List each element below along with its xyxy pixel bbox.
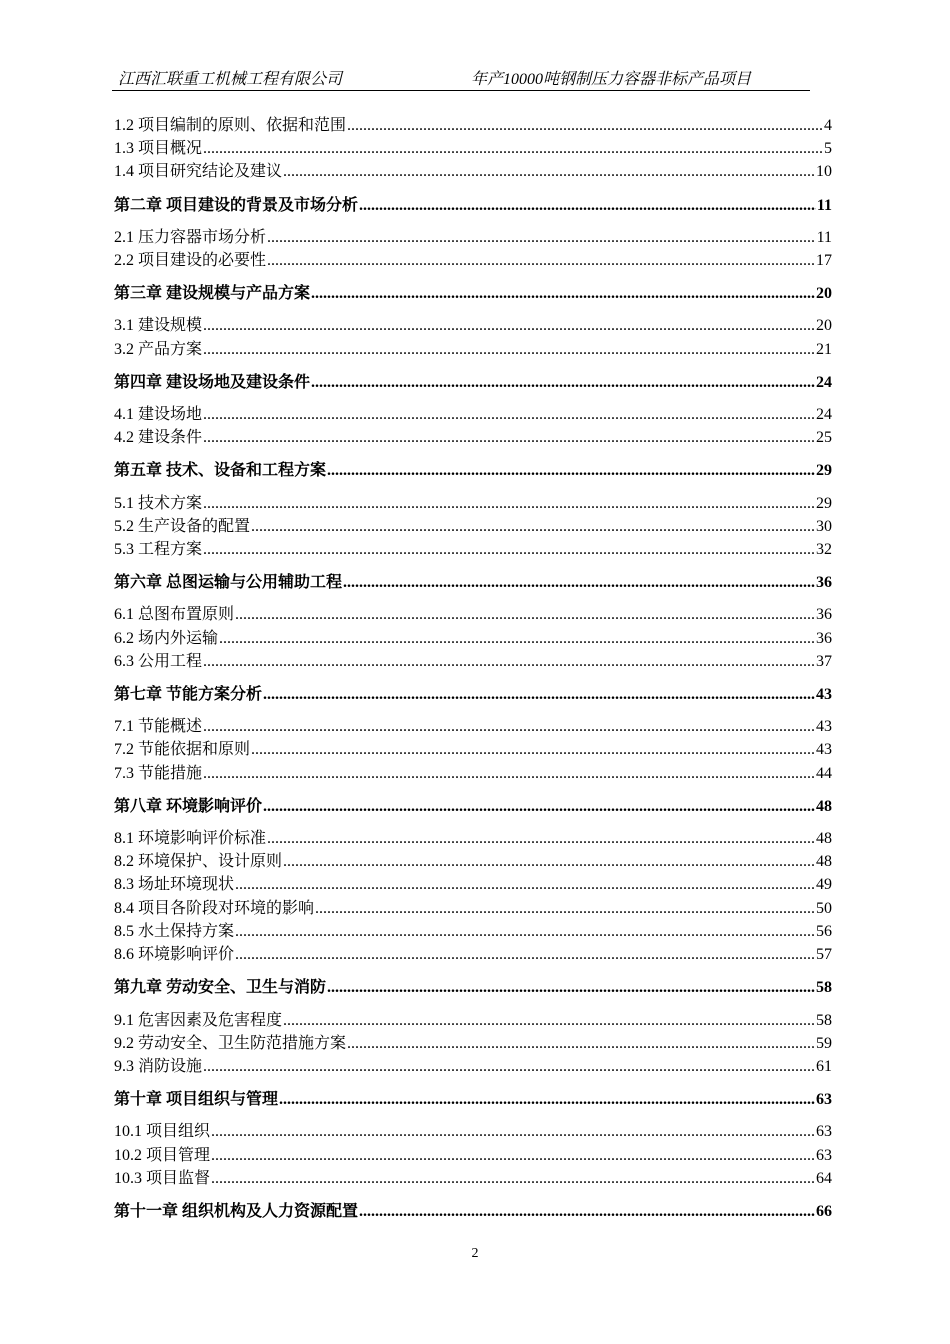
toc-dot-leader — [235, 943, 815, 966]
toc-dot-leader — [211, 1167, 815, 1190]
toc-entry-title: 4.1 建设场地 — [114, 406, 203, 424]
toc-chapter-entry[interactable] — [114, 571, 832, 594]
toc-section-entry[interactable] — [114, 314, 832, 337]
toc-entry-title: 6.3 公用工程 — [114, 652, 203, 670]
toc-entry-page: 58 — [816, 979, 832, 997]
toc-entry-page: 11 — [816, 196, 832, 214]
toc-entry-title: 第二章 项目建设的背景及市场分析 — [114, 196, 359, 214]
toc-entry-page: 4 — [824, 117, 832, 134]
toc-entry-title: 8.2 环境保护、设计原则 — [114, 853, 283, 871]
toc-entry-page: 17 — [816, 252, 832, 270]
toc-dot-leader — [327, 976, 815, 999]
toc-entry-title: 8.4 项目各阶段对环境的影响 — [114, 899, 315, 917]
toc-entry-title: 第十一章 组织机构及人力资源配置 — [114, 1202, 359, 1220]
toc-section-entry[interactable] — [114, 538, 832, 561]
toc-dot-leader — [327, 459, 815, 482]
toc-entry-page: 24 — [816, 373, 832, 391]
toc-entry-page: 29 — [816, 462, 832, 480]
toc-entry-page: 50 — [816, 899, 832, 917]
toc-entry-page: 10 — [816, 163, 832, 181]
toc-chapter-entry[interactable] — [114, 976, 832, 999]
toc-dot-leader — [203, 762, 815, 785]
toc-entry-title: 6.1 总图布置原则 — [114, 606, 235, 624]
toc-entry-page: 44 — [816, 764, 832, 782]
toc-entry-page: 63 — [816, 1146, 832, 1164]
toc-dot-leader — [203, 650, 815, 673]
toc-dot-leader — [263, 683, 815, 706]
toc-dot-leader — [267, 226, 816, 249]
toc-dot-leader — [235, 920, 815, 943]
toc-entry-page: 29 — [816, 494, 832, 512]
toc-entry-page: 43 — [816, 718, 832, 736]
toc-dot-leader — [203, 715, 815, 738]
toc-dot-leader — [315, 897, 815, 920]
toc-section-entry[interactable] — [114, 920, 832, 943]
toc-entry-title: 7.3 节能措施 — [114, 764, 203, 782]
toc-section-entry[interactable] — [114, 1144, 832, 1167]
toc-entry-title: 5.1 技术方案 — [114, 494, 203, 512]
toc-dot-leader — [203, 137, 823, 160]
toc-entry-page: 21 — [816, 340, 832, 358]
toc-entry-page: 64 — [816, 1169, 832, 1187]
toc-dot-leader — [235, 873, 815, 896]
toc-dot-leader — [251, 738, 815, 761]
toc-section-entry[interactable] — [114, 738, 832, 761]
toc-entry-title: 9.3 消防设施 — [114, 1057, 203, 1075]
toc-entry-title: 第四章 建设场地及建设条件 — [114, 373, 311, 391]
toc-entry-title: 7.2 节能依据和原则 — [114, 741, 251, 759]
toc-dot-leader — [267, 249, 815, 272]
toc-dot-leader — [283, 1009, 815, 1032]
toc-entry-title: 4.2 建设条件 — [114, 429, 203, 447]
toc-section-entry[interactable] — [114, 762, 832, 785]
table-of-contents — [114, 114, 832, 1232]
header-project: 年产10000吨钢制压力容器非标产品项目 — [471, 71, 752, 88]
toc-entry-title: 9.1 危害因素及危害程度 — [114, 1011, 283, 1029]
toc-chapter-entry[interactable] — [114, 683, 832, 706]
toc-dot-leader — [359, 1200, 815, 1223]
toc-dot-leader — [343, 571, 815, 594]
page-header — [112, 64, 810, 91]
toc-section-entry[interactable] — [114, 338, 832, 361]
toc-section-entry[interactable] — [114, 897, 832, 920]
toc-entry-page: 66 — [816, 1202, 832, 1220]
toc-dot-leader — [359, 194, 816, 217]
toc-entry-page: 36 — [816, 574, 832, 592]
toc-dot-leader — [211, 1144, 815, 1167]
toc-dot-leader — [235, 603, 815, 626]
toc-section-entry[interactable] — [114, 627, 832, 650]
toc-chapter-entry[interactable] — [114, 1088, 832, 1111]
toc-section-entry[interactable] — [114, 827, 832, 850]
toc-entry-page: 36 — [816, 606, 832, 624]
toc-entry-page: 57 — [816, 946, 832, 964]
toc-entry-title: 第十章 项目组织与管理 — [114, 1091, 279, 1109]
toc-dot-leader — [263, 795, 815, 818]
toc-entry-page: 48 — [816, 830, 832, 848]
toc-chapter-entry[interactable] — [114, 194, 832, 217]
toc-section-entry[interactable] — [114, 1032, 832, 1055]
toc-entry-page: 63 — [816, 1091, 832, 1109]
toc-dot-leader — [311, 282, 815, 305]
toc-entry-title: 1.3 项目概况 — [114, 140, 203, 158]
toc-entry-page: 43 — [816, 686, 832, 704]
page-number: 2 — [471, 1246, 479, 1261]
toc-section-entry[interactable] — [114, 1055, 832, 1078]
toc-dot-leader — [311, 371, 815, 394]
toc-section-entry[interactable] — [114, 114, 832, 137]
toc-entry-title: 第六章 总图运输与公用辅助工程 — [114, 574, 343, 592]
toc-dot-leader — [203, 314, 815, 337]
toc-entry-page: 63 — [816, 1123, 832, 1141]
toc-entry-page: 37 — [816, 652, 832, 670]
toc-section-entry[interactable] — [114, 850, 832, 873]
toc-section-entry[interactable] — [114, 137, 832, 160]
toc-entry-page: 20 — [816, 285, 832, 303]
toc-section-entry[interactable] — [114, 226, 832, 249]
toc-dot-leader — [283, 160, 815, 183]
toc-entry-title: 5.3 工程方案 — [114, 541, 203, 559]
toc-entry-title: 1.4 项目研究结论及建议 — [114, 163, 283, 181]
toc-section-entry[interactable] — [114, 715, 832, 738]
toc-entry-title: 2.1 压力容器市场分析 — [114, 228, 267, 246]
toc-section-entry[interactable] — [114, 1120, 832, 1143]
toc-entry-title: 1.2 项目编制的原则、依据和范围 — [114, 117, 347, 134]
toc-entry-title: 8.6 环境影响评价 — [114, 946, 235, 964]
toc-chapter-entry[interactable] — [114, 371, 832, 394]
toc-section-entry[interactable] — [114, 873, 832, 896]
toc-section-entry[interactable] — [114, 426, 832, 449]
toc-entry-page: 24 — [816, 406, 832, 424]
toc-section-entry[interactable] — [114, 403, 832, 426]
toc-entry-page: 11 — [816, 228, 832, 246]
toc-entry-page: 20 — [816, 317, 832, 335]
toc-entry-title: 3.2 产品方案 — [114, 340, 203, 358]
toc-dot-leader — [251, 515, 815, 538]
toc-dot-leader — [203, 1055, 815, 1078]
toc-entry-title: 第三章 建设规模与产品方案 — [114, 285, 311, 303]
toc-section-entry[interactable] — [114, 160, 832, 183]
toc-entry-title: 8.3 场址环境现状 — [114, 876, 235, 894]
toc-entry-title: 7.1 节能概述 — [114, 718, 203, 736]
toc-dot-leader — [219, 627, 815, 650]
toc-entry-page: 43 — [816, 741, 832, 759]
toc-entry-title: 8.1 环境影响评价标准 — [114, 830, 267, 848]
toc-entry-title: 6.2 场内外运输 — [114, 629, 219, 647]
toc-chapter-entry[interactable] — [114, 282, 832, 305]
toc-entry-page: 58 — [816, 1011, 832, 1029]
toc-entry-page: 48 — [816, 853, 832, 871]
toc-section-entry[interactable] — [114, 515, 832, 538]
toc-entry-page: 59 — [816, 1034, 832, 1052]
toc-dot-leader — [203, 538, 815, 561]
toc-entry-title: 10.3 项目监督 — [114, 1169, 211, 1187]
toc-chapter-entry[interactable] — [114, 795, 832, 818]
toc-entry-page: 61 — [816, 1057, 832, 1075]
toc-entry-title: 第八章 环境影响评价 — [114, 797, 263, 815]
toc-entry-title: 3.1 建设规模 — [114, 317, 203, 335]
toc-section-entry[interactable] — [114, 492, 832, 515]
toc-entry-title: 第九章 劳动安全、卫生与消防 — [114, 979, 327, 997]
toc-section-entry[interactable] — [114, 603, 832, 626]
toc-entry-title: 10.2 项目管理 — [114, 1146, 211, 1164]
toc-entry-page: 48 — [816, 797, 832, 815]
toc-entry-page: 49 — [816, 876, 832, 894]
toc-section-entry[interactable] — [114, 650, 832, 673]
toc-section-entry[interactable] — [114, 943, 832, 966]
toc-entry-title: 5.2 生产设备的配置 — [114, 517, 251, 535]
toc-entry-page: 32 — [816, 541, 832, 559]
toc-entry-title: 第七章 节能方案分析 — [114, 686, 263, 704]
toc-dot-leader — [203, 338, 815, 361]
toc-dot-leader — [203, 426, 815, 449]
toc-dot-leader — [283, 850, 815, 873]
toc-entry-title: 第五章 技术、设备和工程方案 — [114, 462, 327, 480]
toc-dot-leader — [347, 1032, 815, 1055]
toc-dot-leader — [211, 1120, 815, 1143]
toc-dot-leader — [203, 403, 815, 426]
toc-entry-page: 25 — [816, 429, 832, 447]
toc-section-entry[interactable] — [114, 1167, 832, 1190]
toc-entry-title: 9.2 劳动安全、卫生防范措施方案 — [114, 1034, 347, 1052]
toc-entry-title: 10.1 项目组织 — [114, 1123, 211, 1141]
header-company: 江西汇联重工机械工程有限公司 — [118, 71, 343, 88]
toc-dot-leader — [347, 114, 823, 137]
toc-dot-leader — [203, 492, 815, 515]
toc-entry-page: 5 — [824, 140, 832, 158]
toc-entry-page: 30 — [816, 517, 832, 535]
toc-entry-title: 8.5 水土保持方案 — [114, 922, 235, 940]
toc-section-entry[interactable] — [114, 249, 832, 272]
toc-entry-title: 2.2 项目建设的必要性 — [114, 252, 267, 270]
toc-dot-leader — [279, 1088, 815, 1111]
toc-chapter-entry[interactable] — [114, 1200, 832, 1223]
toc-dot-leader — [267, 827, 815, 850]
toc-entry-page: 56 — [816, 922, 832, 940]
toc-entry-page: 36 — [816, 629, 832, 647]
toc-chapter-entry[interactable] — [114, 459, 832, 482]
toc-section-entry[interactable] — [114, 1009, 832, 1032]
